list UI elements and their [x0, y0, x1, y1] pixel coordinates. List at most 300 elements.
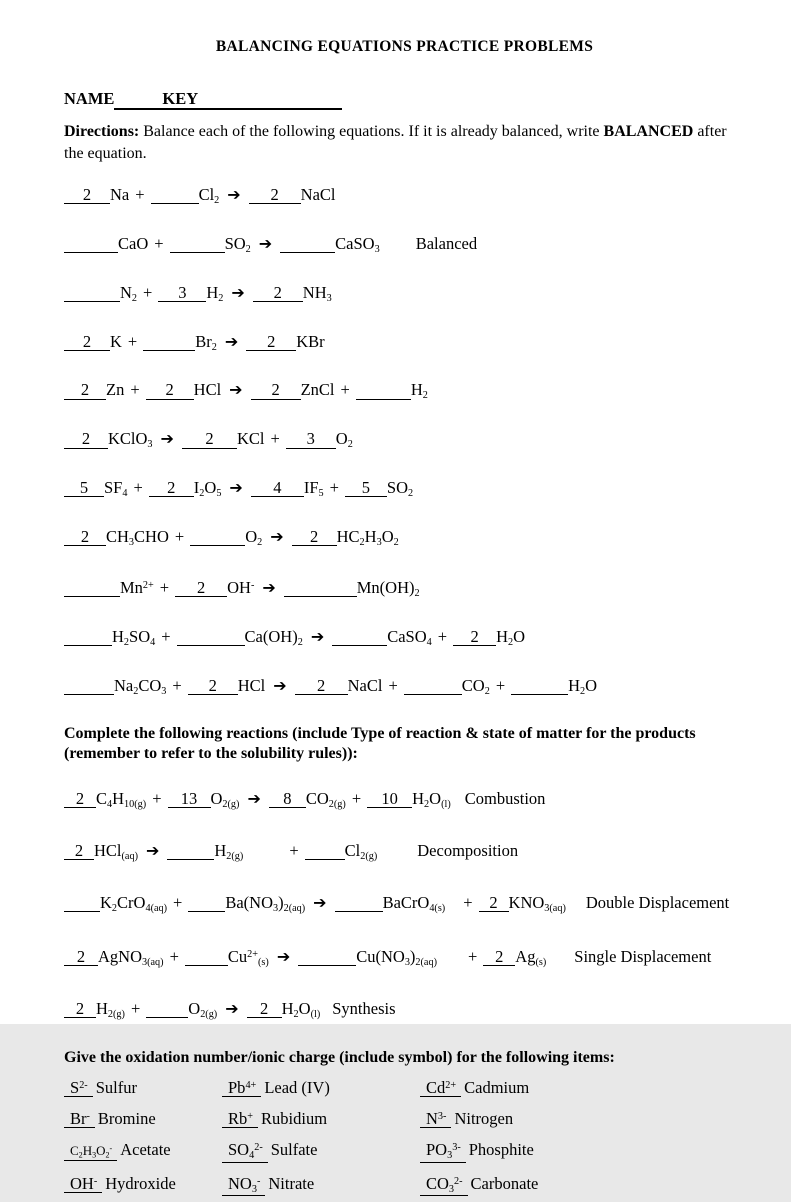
- formula-text: NH: [302, 282, 327, 302]
- coefficient-blank-empty: [177, 628, 245, 646]
- ion-formula-answer: [420, 1141, 466, 1163]
- superscript: -: [93, 1175, 98, 1187]
- superscript: -: [256, 1175, 261, 1187]
- formula-text: KClO: [108, 429, 148, 449]
- formula-text: BaCrO: [382, 892, 430, 912]
- coefficient-blank-filled: 13: [168, 790, 211, 808]
- ion-item: [420, 1174, 745, 1197]
- formula-text: CO: [138, 675, 162, 695]
- coefficient-blank-empty: [64, 579, 120, 597]
- reaction-arrow-icon: ➔: [258, 233, 273, 253]
- formula-text: O: [298, 998, 311, 1018]
- plus-operator: +: [174, 527, 185, 547]
- name-label: NAME: [64, 89, 115, 108]
- formula-text: K: [110, 331, 122, 351]
- plus-operator: +: [161, 626, 171, 646]
- subscript: (aq): [121, 850, 138, 862]
- coefficient-blank-empty: [511, 677, 568, 695]
- text-run: after the equation.: [64, 123, 727, 162]
- coefficient-blank-empty: [305, 842, 345, 860]
- plus-operator: +: [133, 478, 143, 498]
- formula-text: SO: [386, 478, 409, 498]
- reaction-arrow-icon: ➔: [276, 946, 291, 966]
- plus-operator: +: [159, 578, 170, 597]
- subscript: 3(aq): [544, 902, 566, 914]
- formula-text: HCl: [237, 675, 266, 695]
- coefficient-blank-empty: [190, 528, 245, 546]
- equation-row: [64, 943, 745, 975]
- subscript: 3: [251, 1183, 257, 1195]
- subscript: 2: [424, 799, 430, 811]
- section2-header: Complete the following reactions (include Type of reaction & state of matter for the products (remember to refer to the solubility rules)):: [64, 724, 696, 763]
- equation-row: [64, 839, 745, 869]
- coefficient-blank-empty: [167, 842, 214, 860]
- coefficient-blank-filled: 2: [64, 528, 106, 546]
- formula-text: H: [364, 527, 377, 547]
- reaction-arrow-icon: ➔: [225, 998, 239, 1018]
- ion-name: Phosphite: [468, 1140, 534, 1160]
- coefficient-blank-empty: [64, 894, 100, 912]
- equation-row: [64, 281, 745, 311]
- plus-operator: +: [143, 282, 153, 302]
- superscript: +: [247, 1110, 254, 1122]
- ion-formula-answer: [222, 1110, 258, 1128]
- plus-operator: +: [130, 998, 141, 1018]
- coefficient-blank-filled: 2: [64, 790, 96, 808]
- coefficient-blank-empty: [151, 186, 199, 204]
- reaction-arrow-icon: ➔: [229, 380, 243, 400]
- coefficient-blank-empty: [64, 677, 114, 695]
- formula-text: O: [513, 626, 526, 646]
- formula-text: O: [245, 527, 258, 547]
- formula-text: O: [335, 429, 348, 449]
- subscript: 5: [216, 488, 222, 500]
- reaction-arrow-icon: ➔: [231, 282, 245, 302]
- subscript: 2: [211, 341, 217, 353]
- reaction-type-label: Double Displacement: [585, 892, 730, 912]
- reaction-type-label: Synthesis: [332, 998, 396, 1018]
- subscript: 4: [122, 488, 128, 500]
- coefficient-blank-empty: [404, 677, 462, 695]
- subscript: 4: [107, 799, 113, 811]
- coefficient-blank-empty: [298, 948, 356, 966]
- plus-operator: +: [437, 626, 448, 646]
- subscript: 4: [249, 1149, 255, 1161]
- superscript: 2+: [247, 948, 259, 960]
- superscript: 2-: [454, 1175, 463, 1187]
- subscript: 3: [374, 243, 380, 255]
- formula-text: S: [70, 1078, 80, 1098]
- equation-row: [64, 183, 745, 213]
- superscript: 4+: [245, 1079, 257, 1091]
- formula-text: Cu: [227, 946, 248, 966]
- plus-operator: +: [127, 331, 138, 351]
- formula-text: Rb: [228, 1109, 248, 1129]
- coefficient-blank-filled: 2: [246, 333, 296, 351]
- reaction-arrow-icon: ➔: [262, 578, 276, 597]
- plus-operator: +: [495, 675, 506, 695]
- plus-operator: +: [351, 789, 362, 809]
- coefficient-blank-filled: 2: [64, 186, 110, 204]
- coefficient-blank-filled: 2: [483, 948, 515, 966]
- subscript: 2(g): [226, 850, 244, 862]
- formula-text: CH: [106, 527, 129, 547]
- coefficient-blank-filled: 2: [149, 479, 194, 497]
- coefficient-blank-filled: 2: [479, 894, 509, 912]
- formula-text: SF: [104, 478, 123, 498]
- coefficient-blank-filled: 2: [249, 186, 301, 204]
- formula-text: ): [278, 892, 284, 912]
- formula-text: H: [82, 1143, 93, 1159]
- superscript: -: [86, 1110, 90, 1122]
- coefficient-blank-empty: [64, 628, 112, 646]
- reaction-arrow-icon: ➔: [160, 429, 174, 449]
- formula-text: O: [585, 675, 598, 695]
- plus-operator: +: [172, 675, 182, 695]
- reaction-arrow-icon: ➔: [247, 789, 261, 809]
- reaction-type-label: Balanced: [415, 233, 478, 253]
- formula-text: HCl: [193, 380, 222, 400]
- formula-text: HC: [336, 527, 360, 547]
- subscript: (l): [310, 1008, 321, 1020]
- subscript: 2(aq): [415, 956, 437, 968]
- name-answer-value: KEY: [162, 89, 199, 108]
- formula-text: Ca(OH): [244, 626, 298, 646]
- subscript: 2: [257, 536, 263, 548]
- formula-text: O: [210, 789, 223, 809]
- ion-formula-answer: [64, 1175, 102, 1193]
- reaction-arrow-icon: ➔: [270, 527, 284, 547]
- coefficient-blank-filled: 2: [188, 677, 238, 695]
- coefficient-blank-filled: 2: [292, 528, 337, 546]
- formula-text: Cd: [426, 1078, 446, 1098]
- formula-text: H: [96, 998, 108, 1018]
- formula-text: K: [100, 892, 112, 912]
- plus-operator: +: [135, 185, 145, 205]
- ion-name: Nitrogen: [454, 1109, 514, 1129]
- subscript: (l): [441, 799, 451, 811]
- subscript: 2(g): [222, 799, 240, 811]
- superscript: 2+: [142, 579, 154, 591]
- formula-text: KCl: [236, 429, 265, 449]
- subscript: 4: [426, 636, 432, 648]
- formula-text: CHO: [134, 527, 169, 547]
- ion-item: [64, 1078, 222, 1098]
- formula-text: ZnCl: [300, 380, 335, 400]
- ion-item: [420, 1078, 745, 1098]
- formula-text: H: [112, 789, 125, 809]
- ion-name: Hydroxide: [105, 1173, 176, 1193]
- coefficient-blank-empty: [284, 579, 357, 597]
- ion-formula-answer: [222, 1175, 265, 1197]
- plus-operator: +: [463, 892, 473, 912]
- plus-operator: +: [270, 429, 280, 449]
- coefficient-blank-filled: 2: [251, 381, 301, 399]
- plus-operator: +: [388, 675, 398, 695]
- subscript: 3: [272, 902, 279, 914]
- name-row: [64, 89, 745, 110]
- formula-text: Cl: [198, 185, 215, 205]
- coefficient-blank-filled: 8: [269, 790, 306, 808]
- reaction-arrow-icon: ➔: [310, 626, 325, 646]
- formula-text: H: [281, 998, 294, 1018]
- coefficient-blank-filled: 3: [286, 430, 336, 448]
- subscript: 3(aq): [142, 956, 164, 968]
- subscript: 4: [150, 636, 156, 648]
- text-run: Balance each of the following equations. If it is already balanced, write: [143, 123, 604, 141]
- equation-row: [64, 625, 745, 655]
- formula-text: H: [206, 282, 219, 302]
- formula-text: IF: [303, 478, 319, 498]
- subscript: 2: [199, 488, 205, 500]
- equation-row: [64, 787, 745, 817]
- formula-text: O: [188, 998, 201, 1018]
- plus-operator: +: [169, 946, 179, 966]
- subscript: 2: [131, 292, 138, 304]
- formula-text: CO: [461, 675, 485, 695]
- formula-text: Zn: [106, 380, 125, 400]
- coefficient-blank-empty: [335, 894, 383, 912]
- coefficient-blank-filled: 2: [64, 948, 98, 966]
- subscript: 4(aq): [145, 902, 168, 914]
- bold-text-run: Directions:: [64, 123, 144, 141]
- subscript: 2: [78, 1150, 83, 1160]
- ion-name: Sulfate: [270, 1140, 318, 1160]
- formula-text: O: [381, 527, 394, 547]
- superscript: 3-: [452, 1141, 461, 1153]
- subscript: 3: [376, 536, 382, 548]
- page-title: BALANCING EQUATIONS PRACTICE PROBLEMS: [215, 38, 594, 55]
- coefficient-blank-filled: 2: [247, 1000, 282, 1018]
- equation-row: [64, 997, 745, 1027]
- reaction-arrow-icon: ➔: [145, 841, 160, 861]
- spacer: [437, 945, 462, 969]
- ion-name: Acetate: [120, 1140, 171, 1160]
- ion-formula-answer: [420, 1079, 461, 1097]
- plus-operator: +: [173, 892, 183, 912]
- ion-formula-answer: [64, 1110, 95, 1128]
- formula-text: AgNO: [98, 946, 142, 966]
- reaction-type-label: Combustion: [464, 789, 546, 809]
- bold-text-run: BALANCED: [603, 123, 694, 141]
- subscript: 2: [414, 587, 420, 599]
- ion-formula-answer: [64, 1079, 93, 1097]
- subscript: 2(g): [360, 850, 378, 862]
- coefficient-blank-filled: 2: [146, 381, 194, 399]
- coefficient-blank-empty: [64, 235, 118, 253]
- subscript: 3: [326, 292, 332, 304]
- coefficient-blank-filled: 2: [64, 1000, 96, 1018]
- subscript: 3: [447, 1149, 453, 1161]
- ion-name: Sulfur: [95, 1078, 137, 1098]
- coefficient-blank-filled: 4: [251, 479, 304, 497]
- subscript: 5: [318, 488, 324, 500]
- subscript: 2(g): [200, 1008, 218, 1020]
- formula-text: H: [112, 626, 124, 646]
- coefficient-blank-filled: 2: [64, 430, 108, 448]
- superscript: 3-: [437, 1110, 447, 1122]
- equation-row: [64, 427, 745, 457]
- ion-item: [222, 1109, 420, 1129]
- equation-row: [64, 232, 745, 262]
- ion-name: Cadmium: [464, 1078, 530, 1098]
- subscript: 2: [408, 488, 414, 500]
- formula-text: NaCl: [300, 185, 336, 205]
- plus-operator: +: [152, 789, 162, 809]
- equation-row: [64, 574, 745, 606]
- ion-item: [222, 1174, 420, 1197]
- formula-text: Ag: [515, 946, 536, 966]
- formula-text: O: [429, 789, 442, 809]
- subscript: 2: [293, 1008, 299, 1020]
- formula-text: C: [96, 789, 108, 809]
- spacer: [243, 839, 283, 863]
- equation-row: [64, 525, 745, 555]
- subscript: 3: [128, 536, 135, 548]
- coefficient-blank-filled: 2: [453, 628, 496, 646]
- ion-name: Nitrate: [268, 1173, 315, 1193]
- subscript: 3: [92, 1150, 97, 1160]
- formula-text: Br: [195, 331, 212, 351]
- equation-row: [64, 674, 745, 704]
- formula-text: Mn: [120, 578, 143, 597]
- subscript: 10(g): [124, 799, 147, 811]
- formula-text: HCl: [94, 841, 122, 861]
- formula-text: H: [412, 789, 425, 809]
- ion-item: [420, 1140, 745, 1163]
- subscript: 3: [161, 685, 167, 697]
- subscript: 4(s): [429, 902, 446, 914]
- coefficient-blank-empty: [356, 381, 411, 399]
- subscript: 2: [218, 292, 224, 304]
- subscript: (s): [258, 956, 269, 968]
- formula-text: H: [214, 841, 227, 861]
- subscript: 2: [133, 685, 139, 697]
- ion-formula-answer: [64, 1144, 117, 1161]
- subscript: 2(aq): [283, 902, 306, 914]
- superscript: 2+: [445, 1079, 457, 1091]
- formula-text: SO: [129, 626, 151, 646]
- formula-text: H: [496, 626, 508, 646]
- coefficient-blank-filled: 5: [345, 479, 387, 497]
- formula-text: CrO: [117, 892, 146, 912]
- formula-text: Mn(OH): [356, 578, 415, 597]
- formula-text: N: [120, 282, 132, 302]
- formula-text: NaCl: [347, 675, 383, 695]
- plus-operator: +: [340, 380, 350, 400]
- formula-text: H: [568, 675, 581, 695]
- equations-section-1: [64, 183, 745, 704]
- formula-text: O: [204, 478, 217, 498]
- formula-text: CO: [305, 789, 329, 809]
- formula-text: CaO: [118, 233, 149, 253]
- reaction-arrow-icon: ➔: [229, 478, 243, 498]
- formula-text: I: [193, 478, 200, 498]
- formula-text: Na: [114, 675, 134, 695]
- subscript: 2: [422, 390, 428, 402]
- subscript: 2: [580, 685, 586, 697]
- equation-row: [64, 476, 745, 506]
- formula-text: Cu(NO: [356, 946, 405, 966]
- coefficient-blank-filled: 5: [64, 479, 104, 497]
- equations-section-2: [64, 787, 745, 1026]
- ion-name: Carbonate: [470, 1173, 539, 1193]
- coefficient-blank-filled: 2: [295, 677, 348, 695]
- coefficient-blank-filled: 2: [182, 430, 237, 448]
- section3-header: Give the oxidation number/ionic charge (include symbol) for the following items:: [64, 1048, 615, 1066]
- subscript: 2: [297, 636, 303, 648]
- subscript: 2: [484, 685, 490, 697]
- ion-name: Lead (IV): [264, 1078, 330, 1098]
- coefficient-blank-empty: [185, 948, 228, 966]
- superscript: -: [250, 579, 255, 591]
- subscript: 2: [393, 536, 399, 548]
- subscript: 2: [123, 636, 130, 648]
- ion-charge-grid: [64, 1073, 745, 1202]
- equation-row: [64, 330, 745, 360]
- subscript: (s): [535, 956, 547, 968]
- coefficient-blank-filled: 3: [158, 284, 206, 302]
- coefficient-blank-empty: [146, 1000, 188, 1018]
- ion-item: [64, 1174, 222, 1197]
- formula-text: CaSO: [335, 233, 375, 253]
- reaction-arrow-icon: ➔: [227, 185, 241, 205]
- reaction-arrow-icon: ➔: [273, 675, 287, 695]
- coefficient-blank-filled: 10: [367, 790, 412, 808]
- subscript: 2: [111, 902, 118, 914]
- ion-formula-answer: [420, 1175, 468, 1197]
- directions-text: [64, 121, 745, 164]
- coefficient-blank-empty: [188, 894, 225, 912]
- ion-item: [64, 1140, 222, 1163]
- subscript: 2: [359, 536, 365, 548]
- plus-operator: +: [289, 841, 299, 861]
- formula-text: C: [70, 1143, 79, 1159]
- formula-text: CaSO: [387, 626, 427, 646]
- equation-row: [64, 378, 745, 408]
- ion-name: Bromine: [97, 1109, 156, 1129]
- equation-row: [64, 891, 745, 921]
- formula-text: O: [96, 1143, 106, 1159]
- coefficient-blank-empty: [280, 235, 335, 253]
- formula-text: OH: [227, 578, 251, 597]
- formula-text: CO: [426, 1173, 449, 1193]
- ion-formula-answer: [222, 1079, 261, 1097]
- ion-formula-answer: [420, 1110, 451, 1128]
- ion-item: [222, 1140, 420, 1163]
- spacer: [445, 891, 457, 915]
- reaction-arrow-icon: ➔: [313, 892, 327, 912]
- ion-item: [222, 1078, 420, 1098]
- coefficient-blank-filled: 2: [253, 284, 303, 302]
- formula-text: Br: [70, 1109, 87, 1129]
- subscript: 2: [105, 1150, 110, 1160]
- reaction-arrow-icon: ➔: [224, 331, 239, 351]
- coefficient-blank-filled: 2: [64, 842, 94, 860]
- formula-text: H: [410, 380, 423, 400]
- subscript: 3: [404, 956, 410, 968]
- formula-text: SO: [228, 1140, 250, 1160]
- subscript: 2: [214, 194, 220, 206]
- coefficient-blank-filled: 2: [175, 579, 227, 597]
- formula-text: NO: [228, 1173, 252, 1193]
- plus-operator: +: [130, 380, 140, 400]
- subscript: 2(g): [328, 799, 346, 811]
- superscript: 2-: [79, 1079, 88, 1091]
- subscript: 2: [245, 243, 251, 255]
- reaction-type-label: Decomposition: [417, 841, 519, 861]
- superscript: 2-: [254, 1141, 263, 1153]
